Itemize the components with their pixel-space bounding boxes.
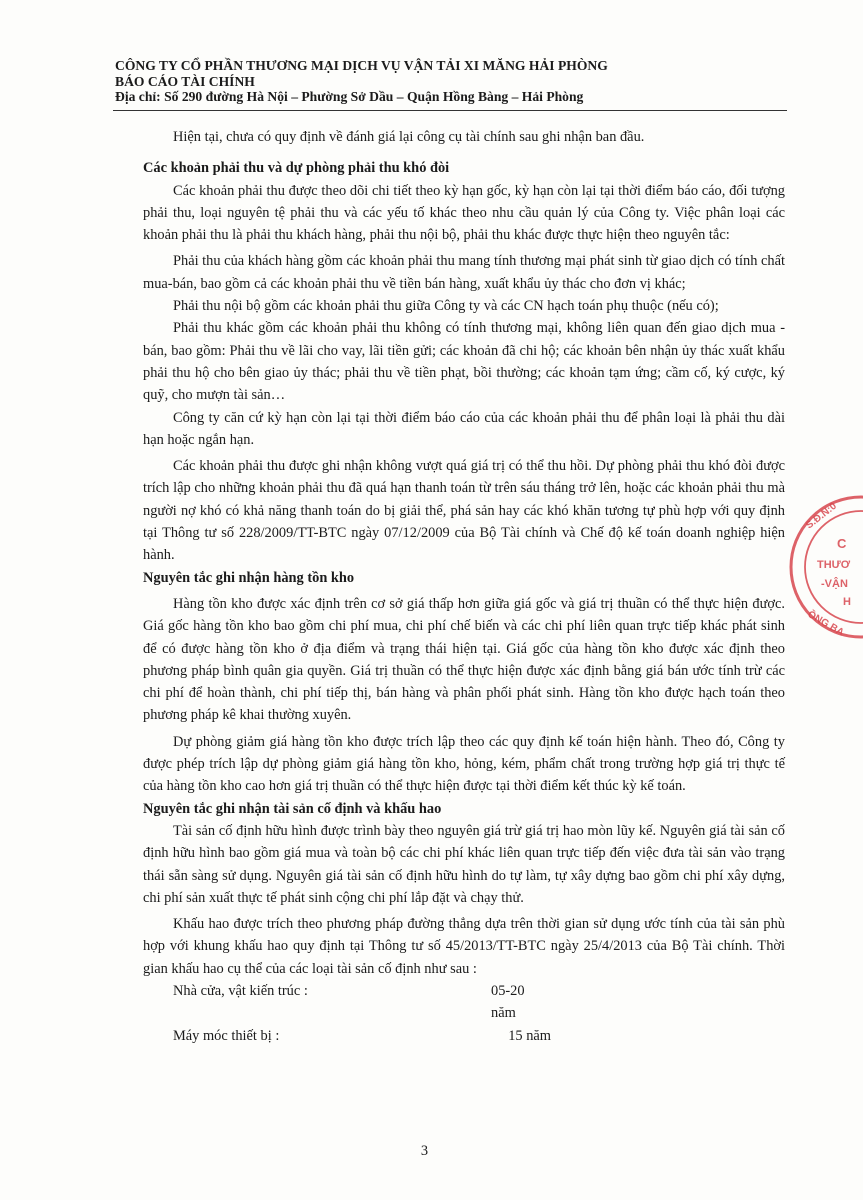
svg-text:H: H xyxy=(843,596,851,608)
depreciation-row xyxy=(143,1025,785,1047)
useful-life: 05-20 năm xyxy=(491,982,525,1022)
paragraph: Phải thu của khách hàng gồm các khoản phải thu mang tính thương mại phát sinh từ giao dịch có tính chất mua-bán, bao gồm cả các khoản phải thu về tiền bán hàng, xuất khẩu ủy thác cho đơn vị khác; xyxy=(143,253,785,292)
page-number: 3 xyxy=(420,1143,429,1159)
section-heading-inventory: Nguyên tắc ghi nhận hàng tồn kho xyxy=(143,569,355,586)
report-title: BÁO CÁO TÀI CHÍNH xyxy=(115,73,255,89)
company-name: CÔNG TY CỔ PHẦN THƯƠNG MẠI DỊCH VỤ VẬN TẢI XI MĂNG HẢI PHÒNG xyxy=(115,58,608,73)
paragraph: Khấu hao được trích theo phương pháp đường thẳng dựa trên thời gian sử dụng ước tính của tài sản phù hợp với khung khấu hao quy định tại Thông tư số 45/2013/TT-BTC ngày 25/4/2013 của Bộ Tài chính. Thời gian khấu hao cụ thể của các loại tài sản cố định như sau : xyxy=(143,916,785,977)
svg-text:THƯƠ: THƯƠ xyxy=(817,559,851,571)
asset-category: Máy móc thiết bị : xyxy=(173,1027,280,1044)
section-heading-fixed-assets: Nguyên tắc ghi nhận tài sản cố định và khấu hao xyxy=(143,800,442,817)
svg-text:S.Đ.N:0: S.Đ.N:0 xyxy=(804,500,839,532)
paragraph: Hàng tồn kho được xác định trên cơ sở giá thấp hơn giữa giá gốc và giá trị thuần có thể thực hiện được. Giá gốc hàng tồn kho bao gồm chi phí mua, chi phí chế biến và các chi phí liên quan trực tiếp khác phát sinh để có được hàng tồn kho ở địa điểm và trạng thái hiện tại. Giá gốc của hàng tồn kho được xác định theo phương pháp bình quân gia quyền. Giá trị thuần có thể thực hiện được xác định bằng giá bán ước tính trừ các chi phí để hoàn thành, chi phí tiếp thị, bán hàng và phân phối phát sinh. Hàng tồn kho được hạch toán theo phương pháp kê khai thường xuyên. xyxy=(143,595,785,724)
useful-life: 15 năm xyxy=(508,1027,551,1044)
document-body xyxy=(143,126,785,1047)
paragraph: Các khoản phải thu được ghi nhận không vượt quá giá trị có thể thu hồi. Dự phòng phải thu khó đòi được trích lập cho những khoản phải thu đã quá hạn thanh toán từ trên sáu tháng trở lên, hoặc các khoản phải thu mà người nợ khó có khả năng thanh toán do bị giải thể, phá sản hay các khó khăn tương tự phù hợp với quy định tại Thông tư số 228/2009/TT-BTC ngày 07/12/2009 của Bộ Tài chính và Chế độ kế toán doanh nghiệp hiện hành. xyxy=(143,458,785,564)
paragraph: Dự phòng giảm giá hàng tồn kho được trích lập theo các quy định kế toán hiện hành. Theo đó, Công ty được phép trích lập dự phòng giảm giá hàng tồn kho, hỏng, kém, phẩm chất trong trường hợp giá trị thực tế của hàng tồn kho cao hơn giá trị thuần có thể thực hiện được tại thời điểm kết thúc kỳ kế toán. xyxy=(143,733,785,795)
paragraph: Phải thu khác gồm các khoản phải thu không có tính thương mại, không liên quan đến giao dịch mua - bán, bao gồm: Phải thu về lãi cho vay, lãi tiền gửi; các khoản đã chi hộ; các khoản bên nhận ủy thác xuất khẩu phải thu hộ cho bên giao ủy thác; phải thu về tiền phạt, bồi thường; các khoản tạm ứng; cầm cố, ký cược, ký quỹ, cho mượn tài sản… xyxy=(143,320,785,404)
depreciation-row xyxy=(143,980,785,1025)
section-heading-receivables: Các khoản phải thu và dự phòng phải thu khó đòi xyxy=(143,160,450,177)
company-address: Địa chỉ: Số 290 đường Hà Nội – Phường Sở Dầu – Quận Hồng Bàng – Hải Phòng xyxy=(115,89,584,104)
header-divider xyxy=(113,110,787,111)
paragraph: Phải thu nội bộ gồm các khoản phải thu giữa Công ty và các CN hạch toán phụ thuộc (nếu có); xyxy=(173,298,719,315)
paragraph: Các khoản phải thu được theo dõi chi tiết theo kỳ hạn gốc, kỳ hạn còn lại tại thời điểm báo cáo, đối tượng phải thu, loại nguyên tệ phải thu và các yếu tố khác theo nhu cầu quản lý của Công ty. Việc phân loại các khoản phải thu là phải thu khách hàng, phải thu nội bộ, phải thu khác được thực hiện theo nguyên tắc: xyxy=(143,182,785,244)
svg-text:C: C xyxy=(837,536,847,551)
document-header xyxy=(115,58,765,105)
paragraph: Công ty căn cứ kỳ hạn còn lại tại thời điểm báo cáo của các khoản phải thu để phân loại là phải thu dài hạn hoặc ngắn hạn. xyxy=(143,409,785,448)
svg-text:-VẬN: -VẬN xyxy=(821,578,848,590)
intro-paragraph: Hiện tại, chưa có quy định về đánh giá lại công cụ tài chính sau ghi nhận ban đầu. xyxy=(173,129,645,145)
asset-category: Nhà cửa, vật kiến trúc : xyxy=(173,982,308,999)
svg-text:ỒNG BA: ỒNG BA xyxy=(805,609,846,639)
company-seal-stamp xyxy=(783,492,863,642)
paragraph: Tài sản cố định hữu hình được trình bày theo nguyên giá trừ giá trị hao mòn lũy kế. Nguyên giá tài sản cố định hữu hình bao gồm giá mua và toàn bộ các chi phí khác liên quan trực tiếp đến việc đưa tài sản vào trạng thái sẵn sàng sử dụng. Nguyên giá tài sản cố định hữu hình do tự làm, tự xây dựng bao gồm chi phí xây dựng, chi phí sản xuất thực tế phát sinh cộng chi phí lắp đặt và chạy thử. xyxy=(143,822,785,906)
